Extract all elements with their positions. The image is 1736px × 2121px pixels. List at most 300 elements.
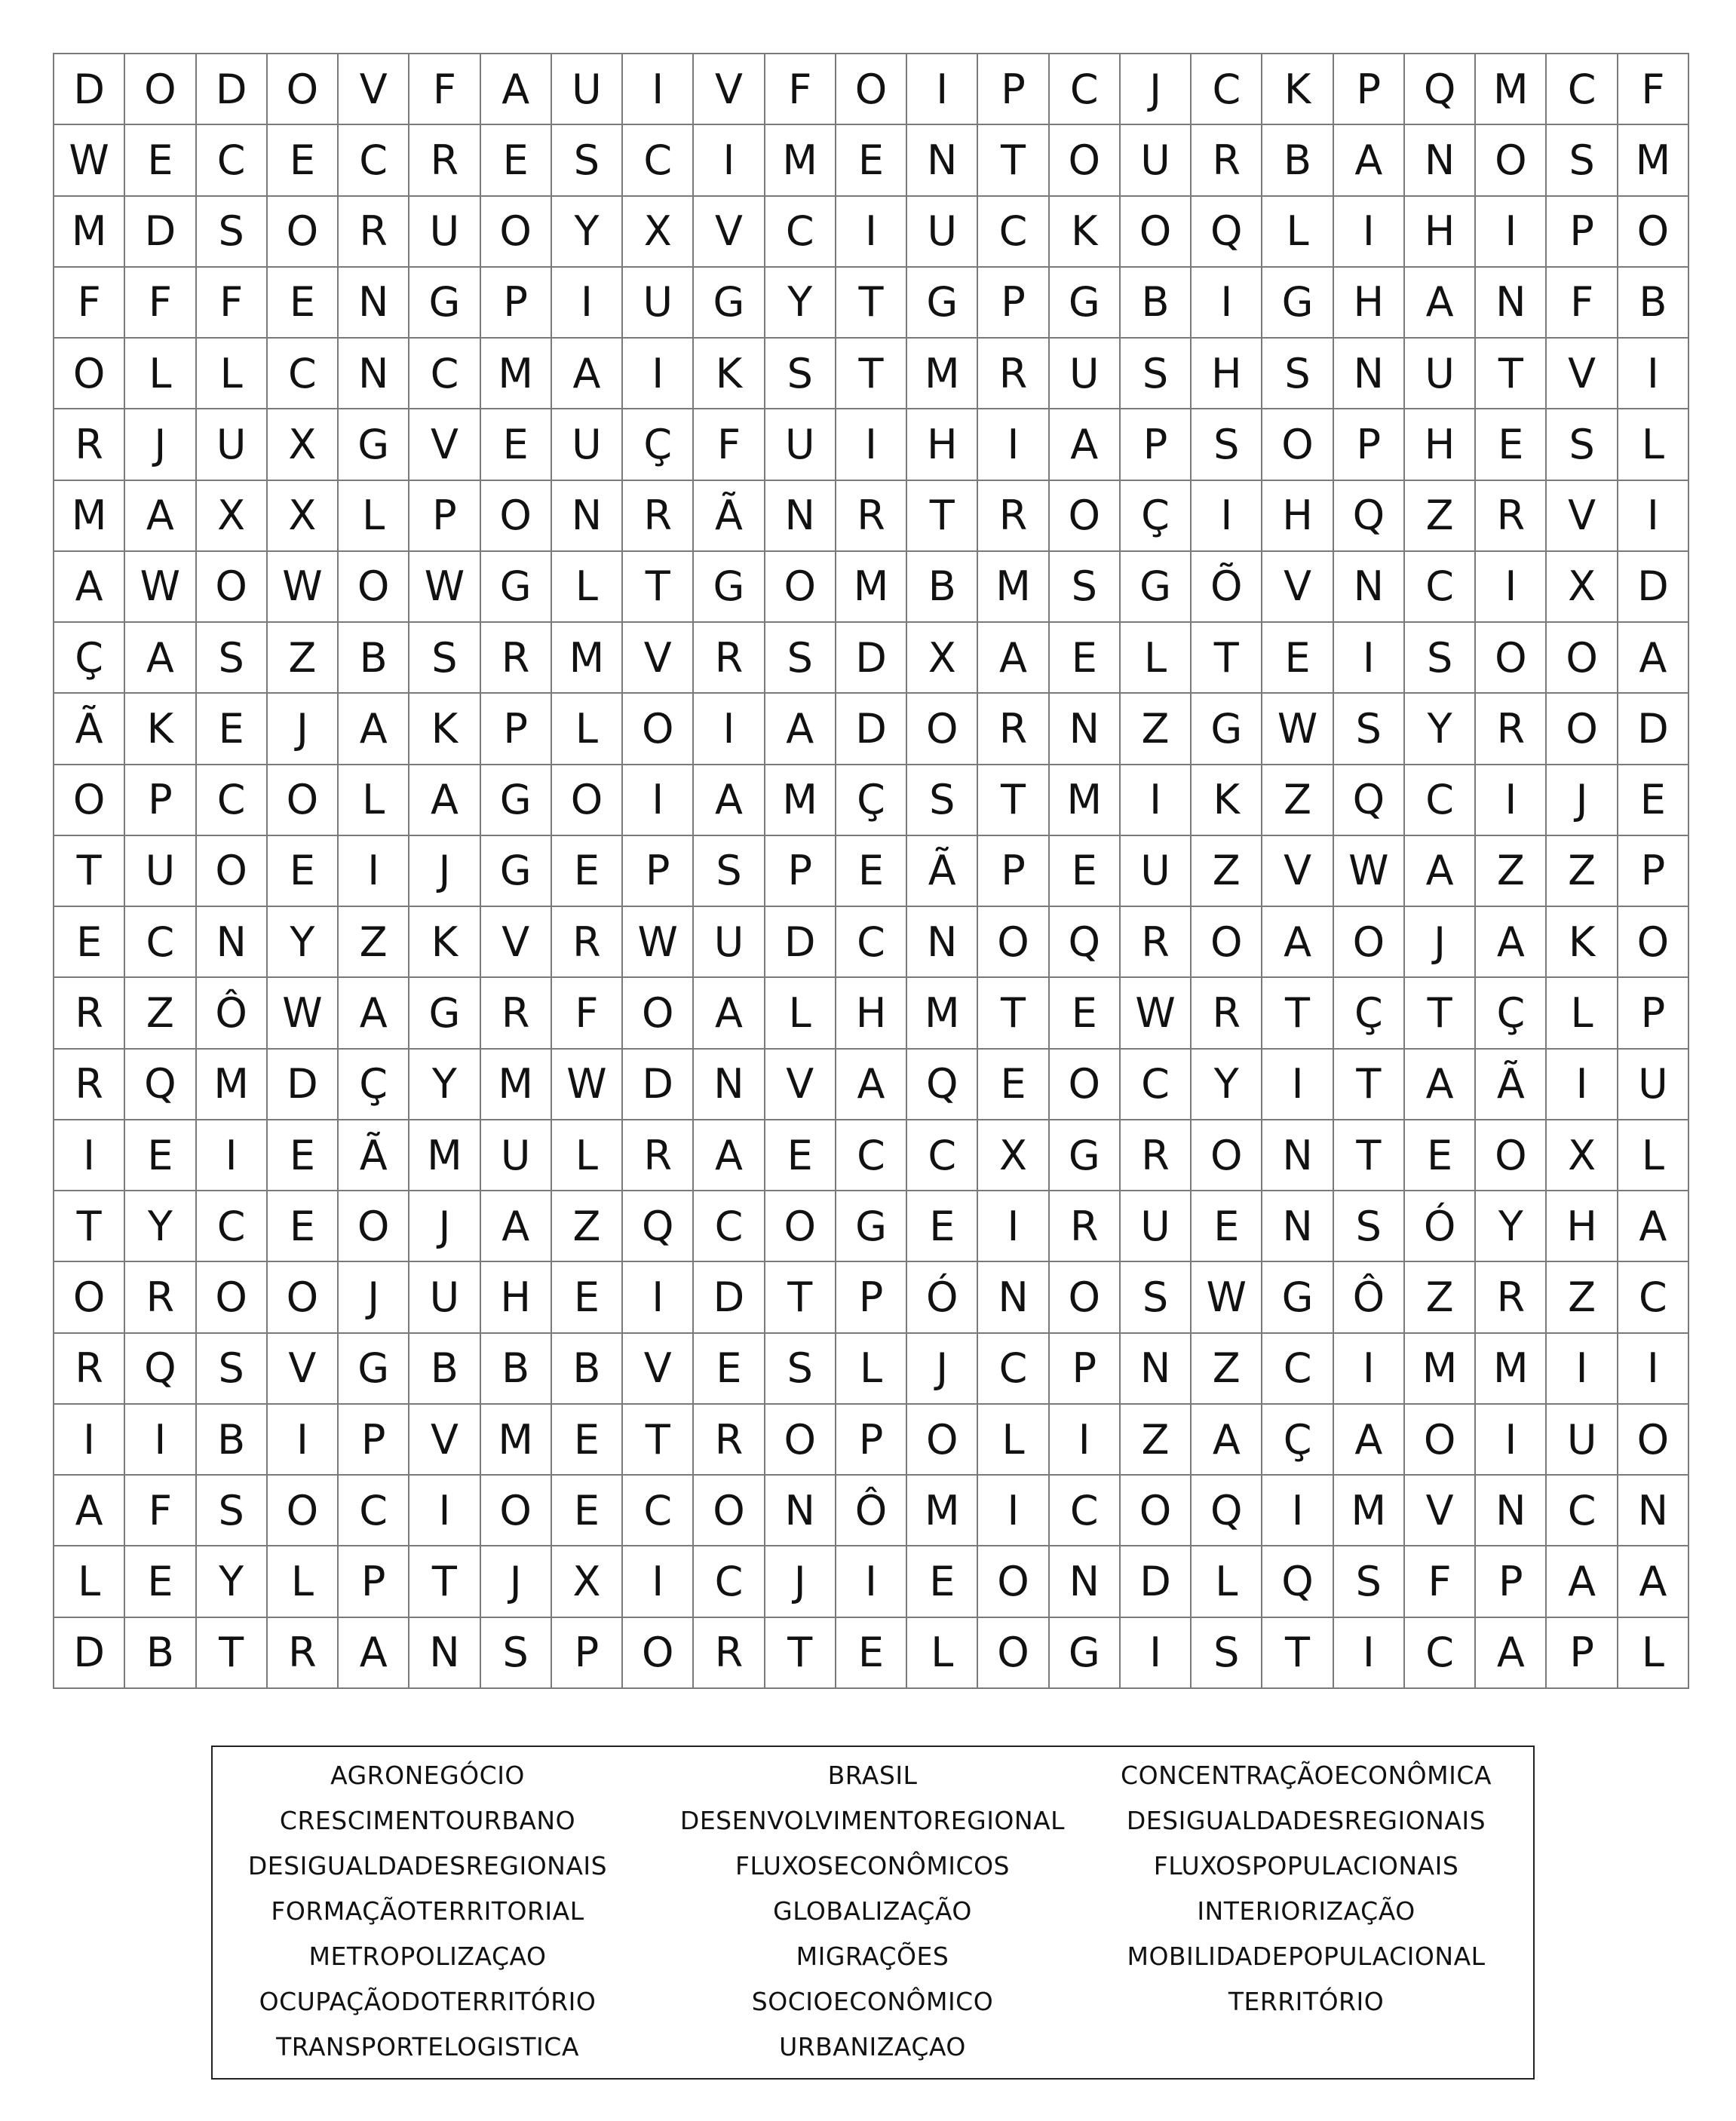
grid-cell[interactable]: H [1334, 268, 1405, 339]
grid-cell[interactable]: Z [1121, 694, 1192, 765]
grid-cell[interactable]: H [1192, 339, 1262, 409]
grid-cell[interactable]: X [268, 409, 339, 480]
grid-cell[interactable]: O [978, 907, 1049, 978]
grid-cell[interactable]: H [1547, 1191, 1618, 1262]
grid-cell[interactable]: C [623, 125, 694, 196]
grid-cell[interactable]: W [268, 978, 339, 1049]
grid-cell[interactable]: S [1334, 1191, 1405, 1262]
grid-cell[interactable]: Ô [197, 978, 268, 1049]
grid-cell[interactable]: R [1476, 694, 1547, 765]
grid-cell[interactable]: L [552, 1120, 623, 1191]
grid-cell[interactable]: Q [125, 1334, 196, 1405]
grid-cell[interactable]: M [1476, 1334, 1547, 1405]
grid-cell[interactable]: C [1262, 1334, 1333, 1405]
grid-cell[interactable]: S [197, 197, 268, 268]
grid-cell[interactable]: C [1050, 1476, 1121, 1546]
grid-cell[interactable]: C [409, 339, 480, 409]
grid-cell[interactable]: O [1618, 907, 1689, 978]
grid-cell[interactable]: I [1476, 552, 1547, 623]
grid-cell[interactable]: Q [907, 1050, 978, 1120]
grid-cell[interactable]: E [125, 1546, 196, 1617]
grid-cell[interactable]: S [1121, 1262, 1192, 1333]
grid-cell[interactable]: A [1334, 125, 1405, 196]
grid-cell[interactable]: E [552, 1405, 623, 1476]
grid-cell[interactable]: C [836, 907, 907, 978]
grid-cell[interactable]: V [409, 409, 480, 480]
grid-cell[interactable]: B [481, 1334, 552, 1405]
grid-cell[interactable]: Ç [623, 409, 694, 480]
grid-cell[interactable]: A [694, 1120, 765, 1191]
grid-cell[interactable]: R [1476, 1262, 1547, 1333]
grid-cell[interactable]: R [978, 339, 1049, 409]
grid-cell[interactable]: I [1121, 1618, 1192, 1689]
grid-cell[interactable]: W [1192, 1262, 1262, 1333]
grid-cell[interactable]: X [907, 623, 978, 694]
grid-cell[interactable]: O [694, 1476, 765, 1546]
grid-cell[interactable]: S [1192, 1618, 1262, 1689]
grid-cell[interactable]: F [1547, 268, 1618, 339]
grid-cell[interactable]: X [268, 481, 339, 552]
grid-cell[interactable]: F [1405, 1546, 1476, 1617]
grid-cell[interactable]: V [1547, 339, 1618, 409]
grid-cell[interactable]: E [268, 1191, 339, 1262]
grid-cell[interactable]: O [268, 765, 339, 836]
grid-cell[interactable]: U [765, 409, 836, 480]
grid-cell[interactable]: K [409, 907, 480, 978]
grid-cell[interactable]: E [836, 836, 907, 907]
grid-cell[interactable]: F [694, 409, 765, 480]
grid-cell[interactable]: D [125, 197, 196, 268]
grid-cell[interactable]: T [623, 1405, 694, 1476]
grid-cell[interactable]: P [836, 1405, 907, 1476]
grid-cell[interactable]: A [1192, 1405, 1262, 1476]
grid-cell[interactable]: P [1547, 1618, 1618, 1689]
grid-cell[interactable]: I [1476, 197, 1547, 268]
grid-cell[interactable]: Ã [54, 694, 125, 765]
grid-cell[interactable]: E [907, 1191, 978, 1262]
grid-cell[interactable]: I [623, 1262, 694, 1333]
grid-cell[interactable]: W [623, 907, 694, 978]
grid-cell[interactable]: L [54, 1546, 125, 1617]
grid-cell[interactable]: M [836, 552, 907, 623]
grid-cell[interactable]: T [54, 1191, 125, 1262]
grid-cell[interactable]: O [1192, 907, 1262, 978]
grid-cell[interactable]: Õ [1192, 552, 1262, 623]
grid-cell[interactable]: C [1618, 1262, 1689, 1333]
grid-cell[interactable]: O [1547, 694, 1618, 765]
grid-cell[interactable]: Ó [1405, 1191, 1476, 1262]
grid-cell[interactable]: M [1050, 765, 1121, 836]
grid-cell[interactable]: M [481, 339, 552, 409]
grid-cell[interactable]: I [623, 1546, 694, 1617]
grid-cell[interactable]: A [339, 694, 409, 765]
grid-cell[interactable]: E [836, 125, 907, 196]
grid-cell[interactable]: L [197, 339, 268, 409]
grid-cell[interactable]: I [1334, 1618, 1405, 1689]
grid-cell[interactable]: M [765, 125, 836, 196]
grid-cell[interactable]: O [339, 552, 409, 623]
grid-cell[interactable]: O [197, 1262, 268, 1333]
grid-cell[interactable]: Z [1405, 481, 1476, 552]
grid-cell[interactable]: N [907, 125, 978, 196]
grid-cell[interactable]: A [1618, 1546, 1689, 1617]
grid-cell[interactable]: R [125, 1262, 196, 1333]
grid-cell[interactable]: G [481, 765, 552, 836]
grid-cell[interactable]: Q [1334, 481, 1405, 552]
grid-cell[interactable]: O [1476, 125, 1547, 196]
grid-cell[interactable]: O [197, 836, 268, 907]
grid-cell[interactable]: H [907, 409, 978, 480]
grid-cell[interactable]: J [339, 1262, 409, 1333]
grid-cell[interactable]: Y [268, 907, 339, 978]
grid-cell[interactable]: E [1050, 623, 1121, 694]
grid-cell[interactable]: A [125, 623, 196, 694]
grid-cell[interactable]: D [268, 1050, 339, 1120]
grid-cell[interactable]: U [1405, 339, 1476, 409]
grid-cell[interactable]: Z [1405, 1262, 1476, 1333]
grid-cell[interactable]: M [765, 765, 836, 836]
grid-cell[interactable]: Q [1050, 907, 1121, 978]
grid-cell[interactable]: R [1476, 481, 1547, 552]
grid-cell[interactable]: P [1476, 1546, 1547, 1617]
grid-cell[interactable]: C [197, 1191, 268, 1262]
grid-cell[interactable]: L [836, 1334, 907, 1405]
grid-cell[interactable]: P [409, 481, 480, 552]
grid-cell[interactable]: I [836, 409, 907, 480]
grid-cell[interactable]: L [339, 481, 409, 552]
grid-cell[interactable]: E [125, 125, 196, 196]
grid-cell[interactable]: L [125, 339, 196, 409]
grid-cell[interactable]: L [1618, 409, 1689, 480]
grid-cell[interactable]: C [197, 125, 268, 196]
grid-cell[interactable]: O [907, 694, 978, 765]
grid-cell[interactable]: A [836, 1050, 907, 1120]
grid-cell[interactable]: K [1547, 907, 1618, 978]
grid-cell[interactable]: Q [1192, 1476, 1262, 1546]
grid-cell[interactable]: L [1618, 1618, 1689, 1689]
grid-cell[interactable]: O [765, 1405, 836, 1476]
grid-cell[interactable]: Y [409, 1050, 480, 1120]
grid-cell[interactable]: B [1618, 268, 1689, 339]
grid-cell[interactable]: N [1334, 552, 1405, 623]
grid-cell[interactable]: G [481, 552, 552, 623]
grid-cell[interactable]: S [1121, 339, 1192, 409]
grid-cell[interactable]: C [623, 1476, 694, 1546]
grid-cell[interactable]: K [1192, 765, 1262, 836]
grid-cell[interactable]: M [552, 623, 623, 694]
grid-cell[interactable]: E [694, 1334, 765, 1405]
grid-cell[interactable]: A [1405, 836, 1476, 907]
grid-cell[interactable]: P [1334, 54, 1405, 125]
grid-cell[interactable]: E [197, 694, 268, 765]
grid-cell[interactable]: W [1121, 978, 1192, 1049]
grid-cell[interactable]: O [765, 1191, 836, 1262]
grid-cell[interactable]: L [339, 765, 409, 836]
grid-cell[interactable]: I [978, 1191, 1049, 1262]
grid-cell[interactable]: O [1050, 1050, 1121, 1120]
grid-cell[interactable]: I [552, 268, 623, 339]
grid-cell[interactable]: J [1405, 907, 1476, 978]
grid-cell[interactable]: W [54, 125, 125, 196]
grid-cell[interactable]: L [1618, 1120, 1689, 1191]
grid-cell[interactable]: I [1476, 1405, 1547, 1476]
grid-cell[interactable]: B [339, 623, 409, 694]
grid-cell[interactable]: O [54, 765, 125, 836]
grid-cell[interactable]: Z [1476, 836, 1547, 907]
grid-cell[interactable]: E [978, 1050, 1049, 1120]
grid-cell[interactable]: B [409, 1334, 480, 1405]
grid-cell[interactable]: E [1050, 836, 1121, 907]
grid-cell[interactable]: E [907, 1546, 978, 1617]
grid-cell[interactable]: Z [1547, 1262, 1618, 1333]
grid-cell[interactable]: C [765, 197, 836, 268]
grid-cell[interactable]: F [197, 268, 268, 339]
grid-cell[interactable]: I [54, 1120, 125, 1191]
grid-cell[interactable]: E [552, 1476, 623, 1546]
grid-cell[interactable]: F [125, 268, 196, 339]
grid-cell[interactable]: S [765, 623, 836, 694]
grid-cell[interactable]: O [907, 1405, 978, 1476]
grid-cell[interactable]: U [125, 836, 196, 907]
grid-cell[interactable]: Z [125, 978, 196, 1049]
grid-cell[interactable]: O [268, 1476, 339, 1546]
grid-cell[interactable]: S [481, 1618, 552, 1689]
grid-cell[interactable]: N [1476, 268, 1547, 339]
grid-cell[interactable]: U [1050, 339, 1121, 409]
grid-cell[interactable]: Ó [907, 1262, 978, 1333]
grid-cell[interactable]: A [694, 765, 765, 836]
grid-cell[interactable]: N [1476, 1476, 1547, 1546]
grid-cell[interactable]: W [552, 1050, 623, 1120]
grid-cell[interactable]: I [978, 409, 1049, 480]
grid-cell[interactable]: G [1262, 1262, 1333, 1333]
grid-cell[interactable]: T [978, 125, 1049, 196]
grid-cell[interactable]: T [1476, 339, 1547, 409]
grid-cell[interactable]: O [1050, 481, 1121, 552]
grid-cell[interactable]: I [1050, 1405, 1121, 1476]
grid-cell[interactable]: N [1405, 125, 1476, 196]
grid-cell[interactable]: N [1121, 1334, 1192, 1405]
grid-cell[interactable]: I [1334, 1334, 1405, 1405]
grid-cell[interactable]: R [1121, 1120, 1192, 1191]
grid-cell[interactable]: G [339, 1334, 409, 1405]
grid-cell[interactable]: S [1547, 125, 1618, 196]
grid-cell[interactable]: Q [1192, 197, 1262, 268]
grid-cell[interactable]: U [481, 1120, 552, 1191]
grid-cell[interactable]: J [765, 1546, 836, 1617]
grid-cell[interactable]: C [1050, 54, 1121, 125]
grid-cell[interactable]: W [1334, 836, 1405, 907]
grid-cell[interactable]: Ç [339, 1050, 409, 1120]
grid-cell[interactable]: E [552, 836, 623, 907]
grid-cell[interactable]: R [694, 1618, 765, 1689]
grid-cell[interactable]: Ç [1334, 978, 1405, 1049]
grid-cell[interactable]: A [481, 1191, 552, 1262]
grid-cell[interactable]: P [339, 1405, 409, 1476]
grid-cell[interactable]: I [1262, 1476, 1333, 1546]
grid-cell[interactable]: N [339, 268, 409, 339]
grid-cell[interactable]: G [1262, 268, 1333, 339]
grid-cell[interactable]: V [1405, 1476, 1476, 1546]
grid-cell[interactable]: S [1405, 623, 1476, 694]
grid-cell[interactable]: I [1618, 481, 1689, 552]
grid-cell[interactable]: U [409, 1262, 480, 1333]
grid-cell[interactable]: M [197, 1050, 268, 1120]
grid-cell[interactable]: Ç [54, 623, 125, 694]
grid-cell[interactable]: D [54, 1618, 125, 1689]
grid-cell[interactable]: W [125, 552, 196, 623]
grid-cell[interactable]: Y [1192, 1050, 1262, 1120]
grid-cell[interactable]: S [765, 339, 836, 409]
grid-cell[interactable]: N [1618, 1476, 1689, 1546]
grid-cell[interactable]: O [1618, 197, 1689, 268]
grid-cell[interactable]: J [1121, 54, 1192, 125]
grid-cell[interactable]: U [694, 907, 765, 978]
grid-cell[interactable]: J [1547, 765, 1618, 836]
grid-cell[interactable]: Y [1405, 694, 1476, 765]
grid-cell[interactable]: T [978, 765, 1049, 836]
grid-cell[interactable]: R [978, 694, 1049, 765]
grid-cell[interactable]: R [694, 1405, 765, 1476]
grid-cell[interactable]: O [623, 1618, 694, 1689]
grid-cell[interactable]: K [1262, 54, 1333, 125]
grid-cell[interactable]: X [552, 1546, 623, 1617]
grid-cell[interactable]: J [409, 1191, 480, 1262]
grid-cell[interactable]: O [481, 1476, 552, 1546]
grid-cell[interactable]: Z [1192, 1334, 1262, 1405]
grid-cell[interactable]: I [1334, 623, 1405, 694]
grid-cell[interactable]: A [694, 978, 765, 1049]
grid-cell[interactable]: J [268, 694, 339, 765]
grid-cell[interactable]: O [268, 54, 339, 125]
grid-cell[interactable]: E [54, 907, 125, 978]
grid-cell[interactable]: G [694, 552, 765, 623]
grid-cell[interactable]: R [409, 125, 480, 196]
grid-cell[interactable]: B [552, 1334, 623, 1405]
grid-cell[interactable]: Ã [1476, 1050, 1547, 1120]
grid-cell[interactable]: O [1618, 1405, 1689, 1476]
grid-cell[interactable]: C [268, 339, 339, 409]
grid-cell[interactable]: R [623, 481, 694, 552]
grid-cell[interactable]: O [339, 1191, 409, 1262]
grid-cell[interactable]: G [694, 268, 765, 339]
grid-cell[interactable]: E [1618, 765, 1689, 836]
grid-cell[interactable]: A [339, 1618, 409, 1689]
grid-cell[interactable]: R [1192, 978, 1262, 1049]
grid-cell[interactable]: Ç [1121, 481, 1192, 552]
grid-cell[interactable]: O [268, 197, 339, 268]
grid-cell[interactable]: I [978, 1476, 1049, 1546]
grid-cell[interactable]: O [54, 1262, 125, 1333]
grid-cell[interactable]: N [907, 907, 978, 978]
grid-cell[interactable]: I [623, 765, 694, 836]
grid-cell[interactable]: U [907, 197, 978, 268]
grid-cell[interactable]: P [1547, 197, 1618, 268]
grid-cell[interactable]: S [1050, 552, 1121, 623]
grid-cell[interactable]: Ã [907, 836, 978, 907]
grid-cell[interactable]: C [339, 1476, 409, 1546]
grid-cell[interactable]: E [552, 1262, 623, 1333]
grid-cell[interactable]: B [1121, 268, 1192, 339]
grid-cell[interactable]: E [481, 125, 552, 196]
grid-cell[interactable]: P [552, 1618, 623, 1689]
grid-cell[interactable]: Y [125, 1191, 196, 1262]
grid-cell[interactable]: I [1547, 1050, 1618, 1120]
grid-cell[interactable]: Ã [694, 481, 765, 552]
grid-cell[interactable]: Y [1476, 1191, 1547, 1262]
grid-cell[interactable]: V [1547, 481, 1618, 552]
grid-cell[interactable]: O [1405, 1405, 1476, 1476]
grid-cell[interactable]: M [907, 978, 978, 1049]
grid-cell[interactable]: X [623, 197, 694, 268]
grid-cell[interactable]: P [481, 268, 552, 339]
grid-cell[interactable]: Z [1192, 836, 1262, 907]
grid-cell[interactable]: L [1192, 1546, 1262, 1617]
grid-cell[interactable]: K [1050, 197, 1121, 268]
grid-cell[interactable]: O [1476, 623, 1547, 694]
grid-cell[interactable]: B [907, 552, 978, 623]
grid-cell[interactable]: S [1262, 339, 1333, 409]
grid-cell[interactable]: E [836, 1618, 907, 1689]
grid-cell[interactable]: G [1050, 1618, 1121, 1689]
grid-cell[interactable]: R [623, 1120, 694, 1191]
grid-cell[interactable]: L [765, 978, 836, 1049]
grid-cell[interactable]: S [765, 1334, 836, 1405]
grid-cell[interactable]: S [1547, 409, 1618, 480]
grid-cell[interactable]: O [1050, 125, 1121, 196]
grid-cell[interactable]: V [765, 1050, 836, 1120]
grid-cell[interactable]: A [54, 552, 125, 623]
grid-cell[interactable]: B [1262, 125, 1333, 196]
grid-cell[interactable]: P [978, 268, 1049, 339]
grid-cell[interactable]: I [1334, 197, 1405, 268]
grid-cell[interactable]: I [623, 54, 694, 125]
grid-cell[interactable]: V [1262, 836, 1333, 907]
grid-cell[interactable]: R [481, 978, 552, 1049]
grid-cell[interactable]: I [268, 1405, 339, 1476]
grid-cell[interactable]: M [1476, 54, 1547, 125]
grid-cell[interactable]: E [268, 836, 339, 907]
grid-cell[interactable]: A [765, 694, 836, 765]
grid-cell[interactable]: N [1334, 339, 1405, 409]
grid-cell[interactable]: V [1262, 552, 1333, 623]
grid-cell[interactable]: R [552, 907, 623, 978]
grid-cell[interactable]: E [481, 409, 552, 480]
grid-cell[interactable]: G [409, 978, 480, 1049]
grid-cell[interactable]: H [836, 978, 907, 1049]
grid-cell[interactable]: D [1618, 552, 1689, 623]
grid-cell[interactable]: T [765, 1262, 836, 1333]
grid-cell[interactable]: P [1334, 409, 1405, 480]
grid-cell[interactable]: V [339, 54, 409, 125]
grid-cell[interactable]: P [1050, 1334, 1121, 1405]
grid-cell[interactable]: P [339, 1546, 409, 1617]
grid-cell[interactable]: E [1262, 623, 1333, 694]
grid-cell[interactable]: D [197, 54, 268, 125]
grid-cell[interactable]: O [1476, 1120, 1547, 1191]
grid-cell[interactable]: O [1334, 907, 1405, 978]
grid-cell[interactable]: R [694, 623, 765, 694]
grid-cell[interactable]: J [409, 836, 480, 907]
grid-cell[interactable]: R [54, 1334, 125, 1405]
grid-cell[interactable]: I [1618, 1334, 1689, 1405]
grid-cell[interactable]: D [836, 623, 907, 694]
grid-cell[interactable]: S [197, 1476, 268, 1546]
grid-cell[interactable]: D [54, 54, 125, 125]
grid-cell[interactable]: I [1262, 1050, 1333, 1120]
grid-cell[interactable]: A [125, 481, 196, 552]
grid-cell[interactable]: S [694, 836, 765, 907]
